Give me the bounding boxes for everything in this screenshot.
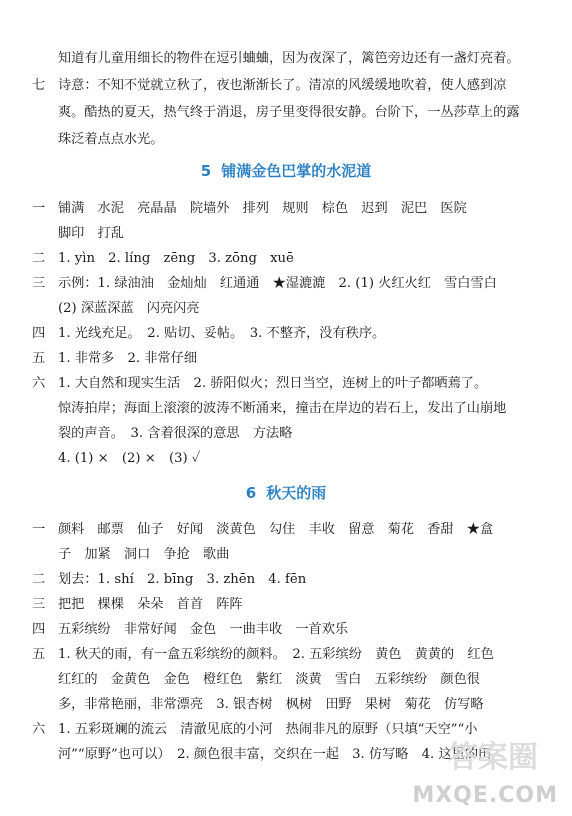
item-text: 脚印 打乱 (58, 226, 124, 241)
s5-line-3 (0, 271, 572, 297)
s6-line-7 (0, 692, 572, 718)
item-number: 一 (32, 201, 46, 216)
watermark-logo: 答案圈 (448, 740, 538, 775)
item-text: 惊涛拍岸；海面上滚滚的波涛不断涌来，撞击在岸边的岩石上，发出了山崩地 (58, 401, 507, 416)
line-2 (0, 100, 572, 126)
s5-line-10 (0, 446, 572, 472)
s5-line-4 (0, 296, 572, 322)
item-number: 三 (32, 276, 46, 291)
item-text: 1. 非常多 2. 非常仔细 (58, 351, 198, 366)
section-5-title (0, 159, 572, 183)
item-text: 红红的 金黄色 金色 橙红色 紫红 淡黄 雪白 五彩缤纷 颜色很 (58, 672, 480, 687)
item-number: 四 (32, 326, 46, 341)
item-text: 把把 棵棵 朵朵 首首 阵阵 (58, 597, 243, 612)
s5-line-1 (0, 221, 572, 247)
item-text: 颜料 邮票 仙子 好闻 淡黄色 勾住 丰收 留意 菊花 香甜 ★盒 (58, 522, 494, 537)
item-text: 1. 大自然和现实生活 2. 骄阳似火；烈日当空，连树上的叶子都晒蔫了。 (58, 376, 488, 391)
line-3 (0, 127, 572, 153)
item-text: 子 加紧 洞口 争抢 歌曲 (58, 547, 230, 562)
item-number: 五 (32, 351, 46, 366)
watermark-url: MXQE.COM (412, 783, 558, 808)
item-number: 六 (32, 376, 46, 391)
s5-line-5 (0, 321, 572, 347)
s5-line-6 (0, 346, 572, 372)
s5-line-2 (0, 246, 572, 272)
s6-line-3 (0, 592, 572, 618)
item-text: 五彩缤纷 非常好闻 金色 一曲丰收 一首欢乐 (58, 622, 349, 637)
item-text: 珠泛着点点水光。 (58, 132, 164, 147)
item-text: 诗意：不知不觉就立秋了，夜也渐渐长了。清凉的风缓缓地吹着，使人感到凉 (58, 78, 507, 93)
item-text: 1. 五彩斑斓的流云 清澈见底的小河 热闹非凡的原野（只填“天空”“小 (58, 722, 478, 737)
item-text: (2) 深蓝深蓝 闪亮闪亮 (58, 301, 200, 316)
section-title-text: 铺满金色巴掌的水泥道 (221, 162, 372, 180)
item-text: 多，非常艳丽，非常漂亮 3. 银杏树 枫树 田野 果树 菊花 仿写略 (58, 697, 484, 712)
item-number: 五 (32, 647, 46, 662)
item-number: 七 (32, 78, 46, 93)
s5-line-0 (0, 196, 572, 222)
section-number: 5 (200, 162, 212, 180)
item-text: 铺满 水泥 亮晶晶 院墙外 排列 规则 棕色 迟到 泥巴 医院 (58, 201, 467, 216)
item-text: 知道有儿童用细长的物件在逗引蛐蛐，因为夜深了，篱笆旁边还有一盏灯亮着。 (58, 51, 520, 66)
line-0 (0, 46, 572, 72)
s6-line-5 (0, 642, 572, 668)
item-number: 六 (32, 722, 46, 737)
item-text: 爽。酷热的夏天，热气终于消退，房子里变得很安静。台阶下，一丛莎草上的露 (58, 105, 520, 120)
item-number: 二 (32, 572, 46, 587)
s5-line-9 (0, 421, 572, 447)
item-text: 裂的声音。 3. 含着很深的意思 方法略 (58, 426, 293, 441)
section-number: 6 (245, 484, 257, 502)
item-text: 划去：1. shí 2. bīng 3. zhēn 4. fēn (58, 572, 307, 587)
section-title-text: 秋天的雨 (266, 484, 327, 502)
s5-line-7 (0, 371, 572, 397)
item-text: 1. 秋天的雨，有一盒五彩缤纷的颜料。 2. 五彩缤纷 黄色 黄黄的 红色 (58, 647, 494, 662)
item-text: 1. yìn 2. líng zēng 3. zōng xuē (58, 251, 294, 266)
s6-line-6 (0, 667, 572, 693)
section-6-title (0, 481, 572, 505)
line-1 (0, 73, 572, 99)
item-number: 二 (32, 251, 46, 266)
s6-line-2 (0, 567, 572, 593)
s6-line-4 (0, 617, 572, 643)
item-number: 一 (32, 522, 46, 537)
item-text: 1. 光线充足。 2. 贴切、妥帖。 3. 不整齐，没有秩序。 (58, 326, 386, 341)
s6-line-1 (0, 542, 572, 568)
item-text: 河”“原野”也可以） 2. 颜色很丰富，交织在一起 3. 仿写略 4. 这里的田 (58, 747, 492, 762)
item-text: 4. (1) × (2) × (3) ✓ (58, 451, 201, 466)
item-text: 示例：1. 绿油油 金灿灿 红通通 ★湿漉漉 2. (1) 火红火红 雪白雪白 (58, 276, 497, 291)
item-number: 四 (32, 622, 46, 637)
item-number: 三 (32, 597, 46, 612)
s6-line-0 (0, 517, 572, 543)
s5-line-8 (0, 396, 572, 422)
